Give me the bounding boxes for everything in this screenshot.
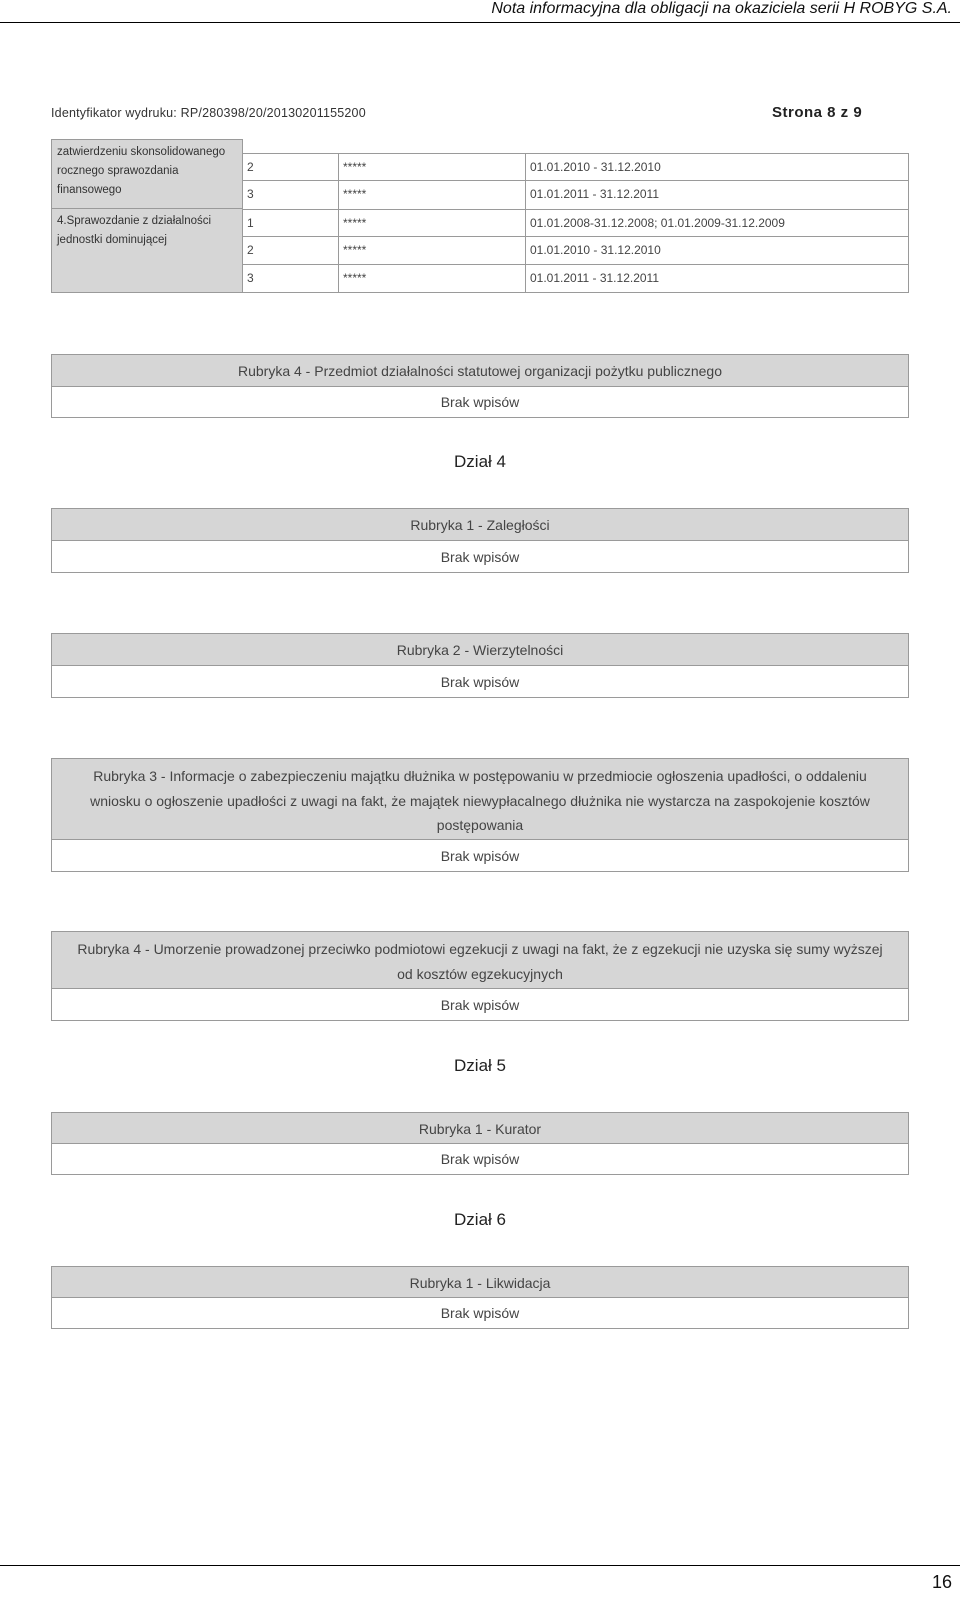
section-dzial4-rubryka-2 [51,633,909,698]
page-label: Strona 8 z 9 [772,104,863,121]
section-title: Rubryka 2 - Wierzytelności [51,633,909,666]
table-cell-period: 01.01.2008-31.12.2008; 01.01.2009-31.12.2009 [525,209,909,237]
table-cell-mark: ***** [338,264,526,293]
section-title: Rubryka 4 - Umorzenie prowadzonej przeciwko podmiotowi egzekucji z uwagi na fakt, że z egzekucji nie uzyska się sumy wyższej od kosztów egzekucyjnych [51,931,909,989]
section-heading-dzial-4: Dział 4 [454,452,506,471]
section-body: Brak wpisów [51,666,909,698]
table-cell-num: 2 [242,236,339,265]
section-heading-dzial-6: Dział 6 [454,1210,506,1229]
table-cell-mark: ***** [338,209,526,237]
section-dzial4-rubryka-3 [51,758,909,872]
table-cell-mark: ***** [338,153,526,181]
section-body: Brak wpisów [51,989,909,1021]
table-cell-mark: ***** [338,180,526,210]
section-title: Rubryka 1 - Likwidacja [51,1266,909,1298]
header-divider [0,22,960,23]
section-body: Brak wpisów [51,1298,909,1329]
financial-statements-table [51,139,909,293]
table-cell-period: 01.01.2010 - 31.12.2010 [525,153,909,181]
section-dzial4-rubryka-4 [51,931,909,1021]
table-cell-num: 2 [242,153,339,181]
table-cell-num: 1 [242,209,339,237]
row-label-management-report: 4.Sprawozdanie z działalności jednostki dominującej [51,209,243,293]
section-title: Rubryka 4 - Przedmiot działalności statutowej organizacji pożytku publicznego [51,354,909,387]
document-header-title: Nota informacyjna dla obligacji na okaziciela serii H ROBYG S.A. [491,0,952,17]
section-body: Brak wpisów [51,840,909,872]
section-body: Brak wpisów [51,1144,909,1175]
section-title: Rubryka 3 - Informacje o zabezpieczeniu majątku dłużnika w postępowaniu w przedmiocie ogłoszenia upadłości, o oddaleniu wniosku o ogłoszenie upadłości z uwagi na fakt, że majątek niewypłacalnego dłużnika nie wystarcza na zaspokojenie kosztów postępowania [51,758,909,840]
table-cell-period: 01.01.2011 - 31.12.2011 [525,180,909,210]
table-cell-mark: ***** [338,236,526,265]
section-dzial4-rubryka-1 [51,508,909,573]
table-cell-num: 3 [242,180,339,210]
section-rubryka-4-opp [51,354,909,418]
print-identifier: Identyfikator wydruku: RP/280398/20/20130201155200 [51,106,366,120]
section-dzial5-rubryka-1 [51,1112,909,1175]
table-cell-num: 3 [242,264,339,293]
page-number: 16 [931,1572,952,1592]
section-heading-dzial-5: Dział 5 [454,1056,506,1075]
section-title: Rubryka 1 - Zaległości [51,508,909,541]
row-label-consolidated-report: zatwierdzeniu skonsolidowanego rocznego sprawozdania finansowego [51,139,243,209]
section-title: Rubryka 1 - Kurator [51,1112,909,1144]
table-cell-period: 01.01.2010 - 31.12.2010 [525,236,909,265]
section-dzial6-rubryka-1 [51,1266,909,1329]
section-body: Brak wpisów [51,387,909,418]
section-body: Brak wpisów [51,541,909,573]
footer-divider [0,1565,960,1566]
table-cell-period: 01.01.2011 - 31.12.2011 [525,264,909,293]
